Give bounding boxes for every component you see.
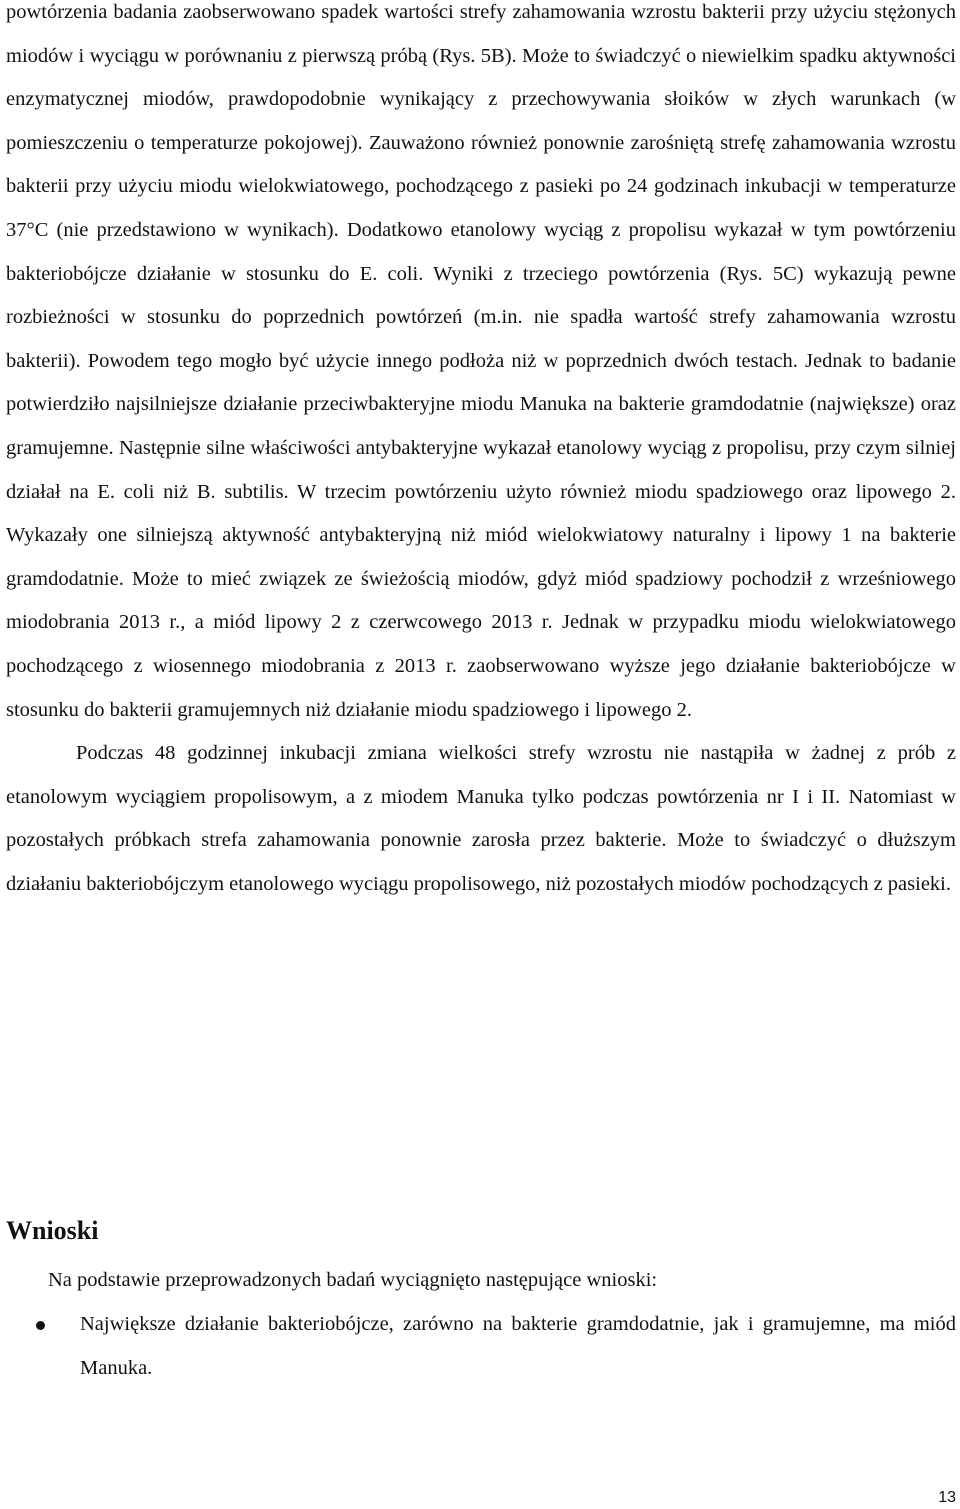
body-paragraph: powtórzenia badania zaobserwowano spadek wartości strefy zahamowania wzrostu bakterii przy użyciu stężonych miodów i wyciągu w porównaniu z pierwszą próbą (Rys. 5B). Może to świadczyć o niewielkim spadku aktywności enzymatycznej miodów, prawdopodobnie wynikający z przechowywania słoików w złych warunkach (w pomieszczeniu o temperaturze pokojowej). Zauważono również ponownie zarośniętą strefę zahamowania wzrostu bakterii przy użyciu miodu wielokwiatowego, pochodzącego z pasieki po 24 godzinach inkubacji w temperaturze 37°C (nie przedstawiono w wynikach). Dodatkowo etanolowy wyciąg z propolisu wykazał w tym powtórzeniu bakteriobójcze działanie w stosunku do E. coli. Wyniki z trzeciego powtórzenia (Rys. 5C) wykazują pewne rozbieżności w stosunku do poprzednich powtórzeń (m.in. nie spadła wartość strefy zahamowania wzrostu bakterii). Powodem tego mogło być użycie innego podłoża niż w poprzednich dwóch testach. Jednak to badanie potwierdziło najsilniejsze działanie przeciwbakteryjne miodu Manuka na bakterie gramdodatnie (największe) oraz gramujemne. Następnie silne właściwości antybakteryjne wykazał etanolowy wyciąg z propolisu, przy czym silniej działał na E. coli niż B. subtilis. W trzecim powtórzeniu użyto również miodu spadziowego oraz lipowego 2. Wykazały one silniejszą aktywność antybakteryjną niż miód wielokwiatowy naturalny i lipowy 1 na bakterie gramdodatnie. Może to mieć związek ze świeżością miodów, gdyż miód spadziowy pochodził z wrześniowego miodobrania 2013 r., a miód lipowy 2 z czerwcowego 2013 r. Jednak w przypadku miodu wielokwiatowego pochodzącego z wiosennego miodobrania z 2013 r. zaobserwowano wyższe jego działanie bakteriobójcze w stosunku do bakterii gramujemnych niż działanie miodu spadziowego i lipowego 2.	[6, 1, 956, 721]
conclusions-list	[6, 1303, 956, 1390]
bullet-icon	[36, 1321, 45, 1330]
conclusion-text: Największe działanie bakteriobójcze, zarówno na bakterie gramdodatnie, jak i gramujemne, ma miód Manuka.	[80, 1313, 956, 1379]
page-number: 13	[938, 1489, 956, 1506]
conclusion-item	[6, 1303, 956, 1390]
section-heading: Wnioski	[6, 1216, 99, 1245]
body-paragraph: Podczas 48 godzinnej inkubacji zmiana wielkości strefy wzrostu nie nastąpiła w żadnej z prób z etanolowym wyciągiem propolisowym, a z miodem Manuka tylko podczas powtórzenia nr I i II. Natomiast w pozostałych próbkach strefa zahamowania ponownie zarosła przez bakterie. Może to świadczyć o dłuższym działaniu bakteriobójczym etanolowego wyciągu propolisowego, niż pozostałych miodów pochodzących z pasieki.	[6, 742, 956, 895]
document-body	[6, 0, 956, 906]
conclusions-intro: Na podstawie przeprowadzonych badań wyciągnięto następujące wnioski:	[48, 1269, 658, 1291]
